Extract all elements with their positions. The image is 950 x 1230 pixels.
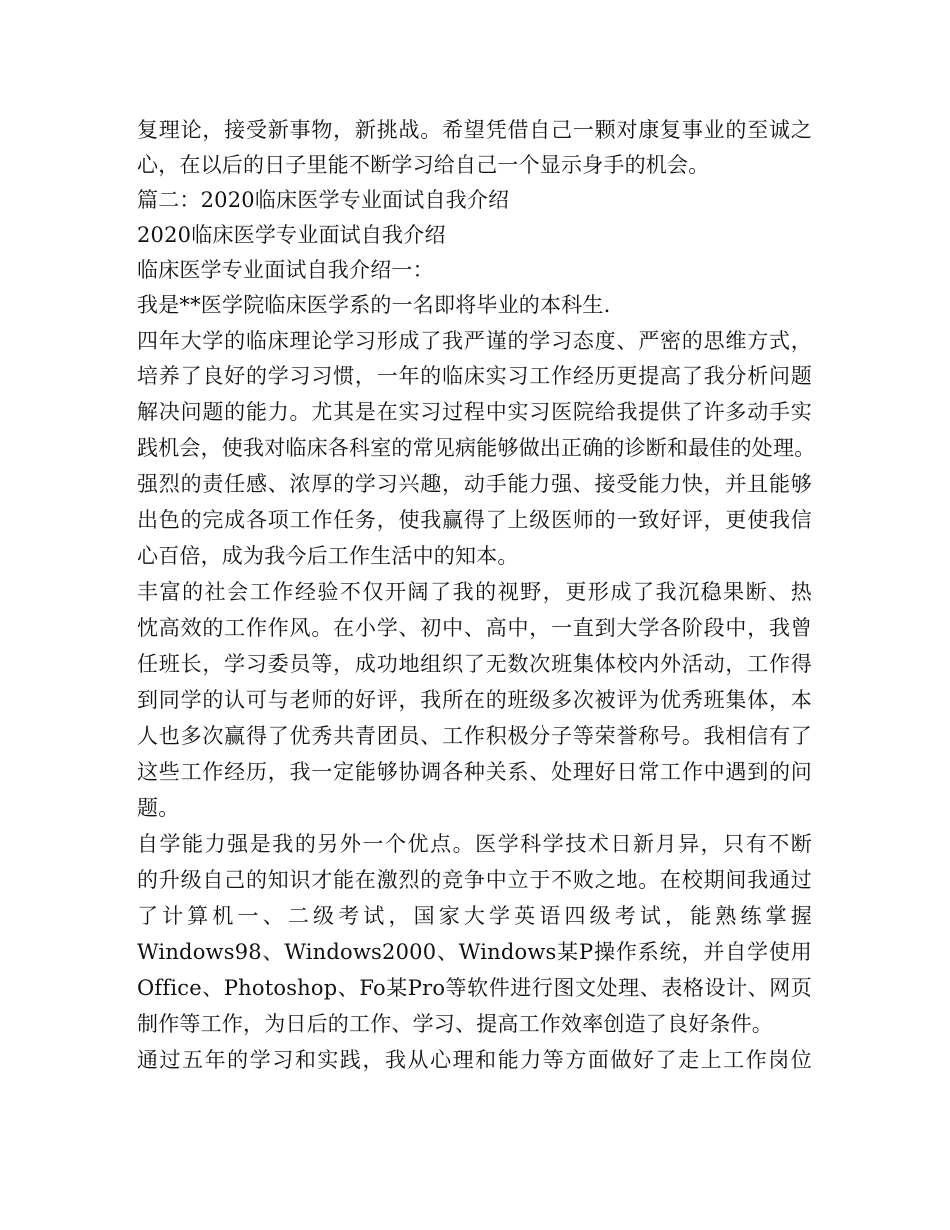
text-line: 复理论，接受新事物，新挑战。希望凭借自己一颗对康复事业的至诚之 (137, 118, 812, 142)
text-line: 践机会，使我对临床各科室的常见病能够做出正确的诊断和最佳的处理。 (137, 436, 816, 460)
text-line: 的升级自己的知识才能在激烈的竞争中立于不败之地。在校期间我通过 (137, 868, 812, 892)
text-line: 心百倍，成为我今后工作生活中的知本。 (137, 544, 519, 568)
text-line: 解决问题的能力。尤其是在实习过程中实习医院给我提供了许多动手实 (137, 400, 812, 424)
text-line: Windows98、Windows2000、Windows某P操作系统，并自学使用 (137, 940, 812, 964)
text-line: 我是**医学院临床医学系的一名即将毕业的本科生. (137, 293, 611, 317)
text-line: 四年大学的临床理论学习形成了我严谨的学习态度、严密的思维方式， (137, 329, 812, 353)
text-line: 丰富的社会工作经验不仅开阔了我的视野，更形成了我沉稳果断、热 (137, 580, 812, 604)
text-line: 自学能力强是我的另外一个优点。医学科学技术日新月异，只有不断 (137, 832, 812, 856)
text-line: 忱高效的工作作风。在小学、初中、高中，一直到大学各阶段中，我曾 (137, 616, 812, 640)
text-line: 这些工作经历，我一定能够协调各种关系、处理好日常工作中遇到的问 (137, 760, 812, 784)
section-heading: 篇二：2020临床医学专业面试自我介绍 (137, 188, 510, 212)
text-line: 了计算机一、二级考试，国家大学英语四级考试，能熟练掌握 (137, 904, 812, 928)
text-line: 通过五年的学习和实践，我从心理和能力等方面做好了走上工作岗位 (137, 1048, 812, 1072)
text-line: 出色的完成各项工作任务，使我赢得了上级医师的一致好评，更使我信 (137, 508, 812, 532)
text-line: 题。 (137, 796, 180, 820)
text-line: 强烈的责任感、浓厚的学习兴趣，动手能力强、接受能力快，并且能够 (137, 472, 812, 496)
text-line: 心，在以后的日子里能不断学习给自己一个显示身手的机会。 (137, 153, 710, 177)
text-line: 制作等工作，为日后的工作、学习、提高工作效率创造了良好条件。 (137, 1012, 773, 1036)
text-line: Office、Photoshop、Fo某Pro等软件进行图文处理、表格设计、网页 (137, 976, 812, 1000)
text-line: 人也多次赢得了优秀共青团员、工作积极分子等荣誉称号。我相信有了 (137, 724, 812, 748)
text-line: 任班长，学习委员等，成功地组织了无数次班集体校内外活动，工作得 (137, 652, 812, 676)
text-line: 培养了良好的学习习惯，一年的临床实习工作经历更提高了我分析问题 (137, 364, 812, 388)
section-title: 2020临床医学专业面试自我介绍 (137, 223, 446, 247)
subsection-title: 临床医学专业面试自我介绍一： (137, 258, 434, 282)
text-line: 到同学的认可与老师的好评，我所在的班级多次被评为优秀班集体，本 (137, 688, 812, 712)
